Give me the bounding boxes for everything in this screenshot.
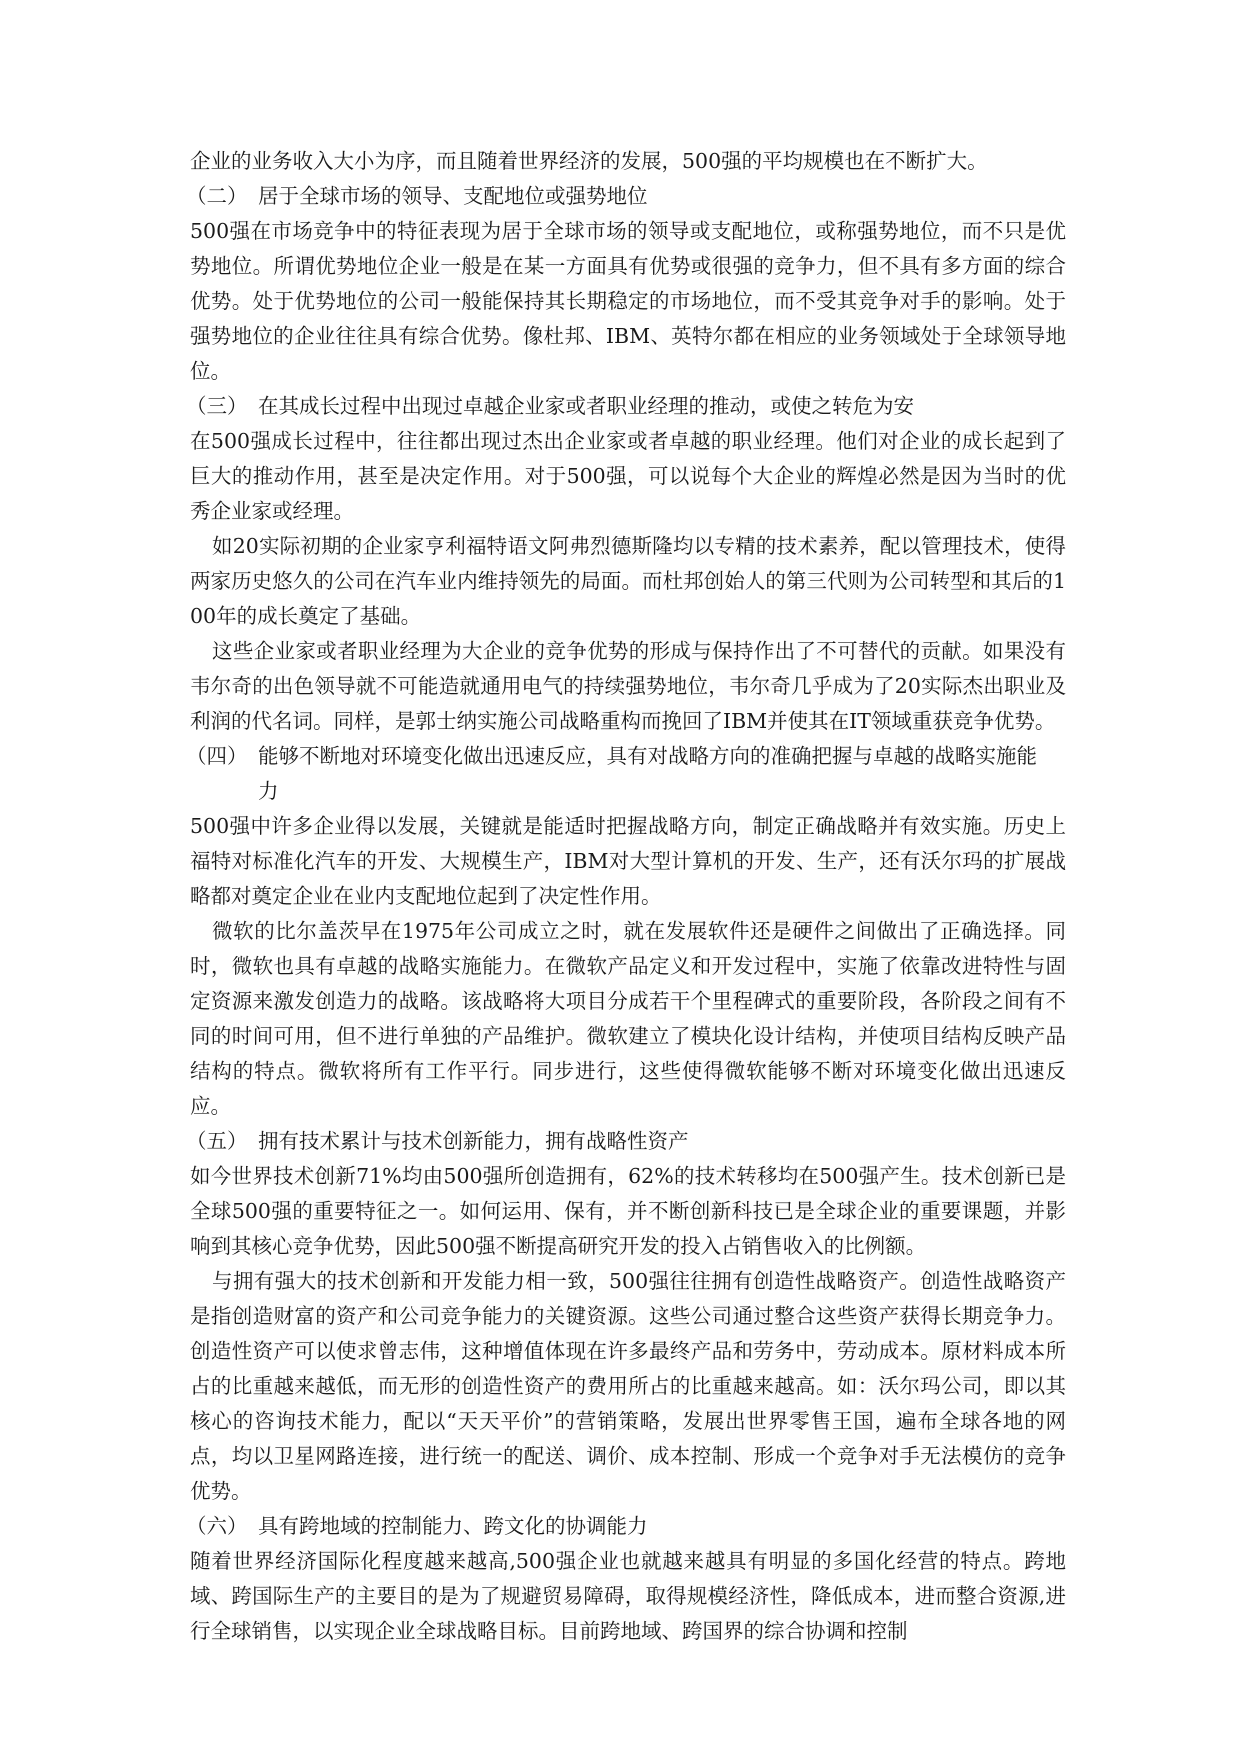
paragraph-3-3: 这些企业家或者职业经理为大企业的竞争优势的形成与保持作出了不可替代的贡献。如果没有韦尔奇的出色领导就不可能造就通用电气的持续强势地位，韦尔奇几乎成为了20实际杰出职业及利润的代名词。同样，是郭士纳实施公司战略重构而挽回了IBM并使其在IT领域重获竞争优势。 — [190, 639, 1066, 733]
paragraph-2-1: 500强在市场竞争中的特征表现为居于全球市场的领导或支配地位，或称强势地位，而不只是优势地位。所谓优势地位企业一般是在某一方面具有优势或很强的竞争力，但不具有多方面的综合优势。处于优势地位的公司一般能保持其长期稳定的市场地位，而不受其竞争对手的影响。处于强势地位的企业往往具有综合优势。像杜邦、IBM、英特尔都在相应的业务领域处于全球领导地位。 — [190, 219, 1066, 383]
section-title-4: 能够不断地对环境变化做出迅速反应，具有对战略方向的准确把握与卓越的战略实施能力 — [258, 744, 1037, 803]
section-heading-4 — [186, 739, 1066, 809]
section-heading-6 — [186, 1509, 1066, 1544]
paragraph-6-1: 随着世界经济国际化程度越来越高,500强企业也就越来越具有明显的多国化经营的特点。跨地域、跨国际生产的主要目的是为了规避贸易障碍，取得规模经济性，降低成本，进而整合资源,进行全球销售，以实现企业全球战略目标。目前跨地域、跨国界的综合协调和控制 — [190, 1549, 1066, 1643]
section-heading-5 — [186, 1124, 1066, 1159]
section-title-6: 具有跨地域的控制能力、跨文化的协调能力 — [258, 1514, 648, 1538]
paragraph-4-2: 微软的比尔盖茨早在1975年公司成立之时，就在发展软件还是硬件之间做出了正确选择。同时，微软也具有卓越的战略实施能力。在微软产品定义和开发过程中，实施了依靠改进特性与固定资源来激发创造力的战略。该战略将大项目分成若干个里程碑式的重要阶段，各阶段之间有不同的时间可用，但不进行单独的产品维护。微软建立了模块化设计结构，并使项目结构反映产品结构的特点。微软将所有工作平行。同步进行，这些使得微软能够不断对环境变化做出迅速反应。 — [190, 919, 1066, 1118]
paragraph-3-2: 如20实际初期的企业家亨利福特语文阿弗烈德斯隆均以专精的技术素养，配以管理技术，使得两家历史悠久的公司在汽车业内维持领先的局面。而杜邦创始人的第三代则为公司转型和其后的100年的成长奠定了基础。 — [190, 534, 1066, 628]
paragraph-5-2: 与拥有强大的技术创新和开发能力相一致，500强往往拥有创造性战略资产。创造性战略资产是指创造财富的资产和公司竞争能力的关键资源。这些公司通过整合这些资产获得长期竞争力。创造性资产可以使求曾志伟，这种增值体现在许多最终产品和劳务中，劳动成本。原材料成本所占的比重越来越低，而无形的创造性资产的费用所占的比重越来越高。如：沃尔玛公司，即以其核心的咨询技术能力，配以“天天平价”的营销策略，发展出世界零售王国，遍布全球各地的网点，均以卫星网路连接，进行统一的配送、调价、成本控制、形成一个竞争对手无法模仿的竞争优势。 — [190, 1269, 1066, 1503]
section-title-5: 拥有技术累计与技术创新能力，拥有战略性资产 — [258, 1129, 689, 1153]
paragraph-3-1: 在500强成长过程中，往往都出现过杰出企业家或者卓越的职业经理。他们对企业的成长起到了巨大的推动作用，甚至是决定作用。对于500强，可以说每个大企业的辉煌必然是因为当时的优秀企业家或经理。 — [190, 429, 1066, 523]
section-number-6: （六） — [186, 1514, 248, 1538]
section-title-3: 在其成长过程中出现过卓越企业家或者职业经理的推动，或使之转危为安 — [258, 394, 914, 418]
section-title-2: 居于全球市场的领导、支配地位或强势地位 — [258, 184, 648, 208]
section-heading-2 — [186, 179, 1066, 214]
section-number-4: （四） — [186, 744, 248, 768]
paragraph-5-1: 如今世界技术创新71%均由500强所创造拥有，62%的技术转移均在500强产生。技术创新已是全球500强的重要特征之一。如何运用、保有，并不断创新科技已是全球企业的重要课题，并影响到其核心竞争优势，因此500强不断提高研究开发的投入占销售收入的比例额。 — [190, 1164, 1066, 1258]
section-heading-3 — [186, 389, 1066, 424]
paragraph-intro-end: 企业的业务收入大小为序，而且随着世界经济的发展，500强的平均规模也在不断扩大。 — [190, 149, 988, 173]
section-number-5: （五） — [186, 1129, 248, 1153]
paragraph-4-1: 500强中许多企业得以发展，关键就是能适时把握战略方向，制定正确战略并有效实施。历史上福特对标准化汽车的开发、大规模生产，IBM对大型计算机的开发、生产，还有沃尔玛的扩展战略都对奠定企业在业内支配地位起到了决定性作用。 — [190, 814, 1066, 908]
section-number-2: （二） — [186, 184, 248, 208]
document-page — [186, 144, 1066, 1649]
section-number-3: （三） — [186, 394, 248, 418]
